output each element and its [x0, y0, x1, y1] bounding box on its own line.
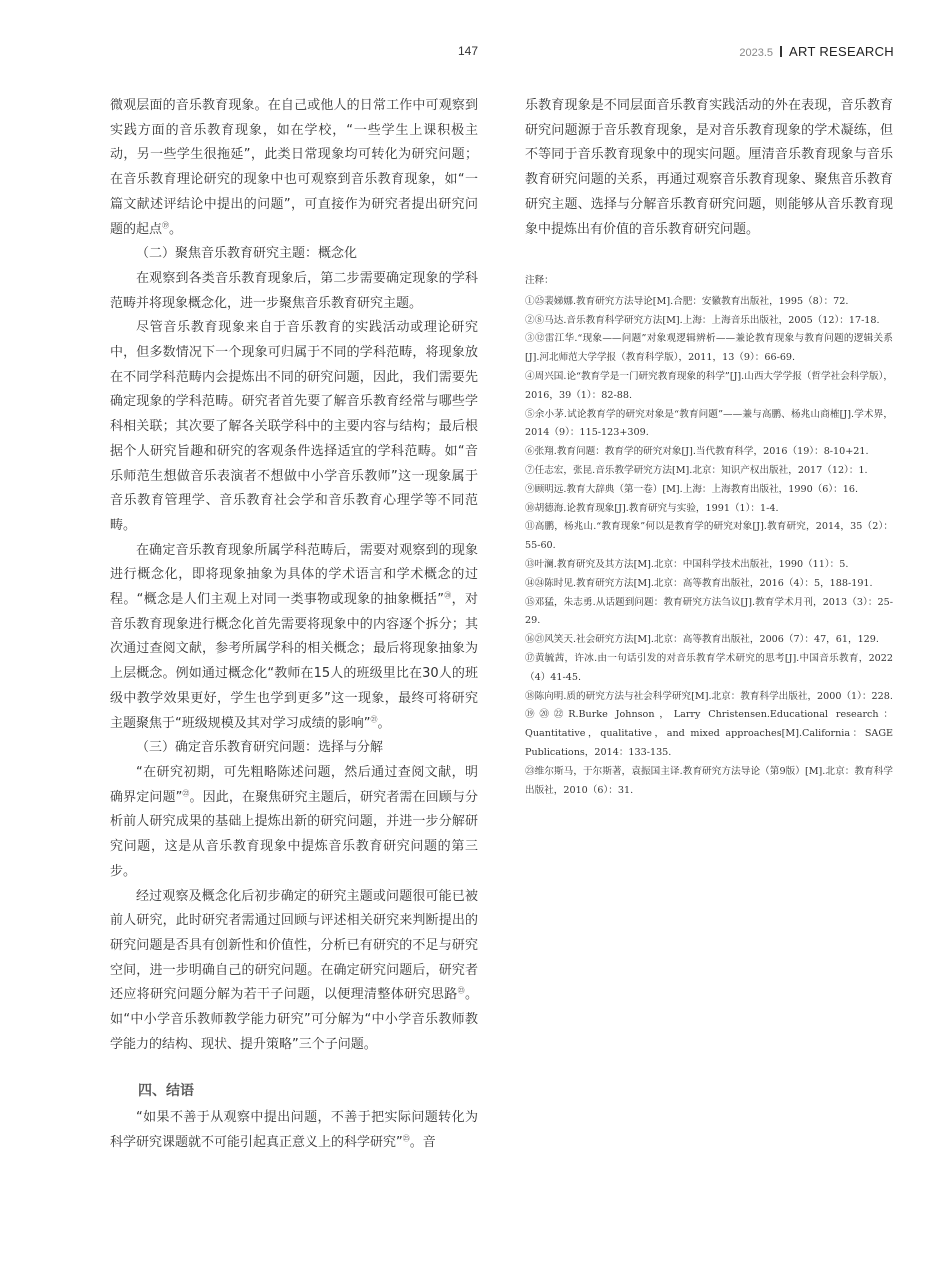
notes-section	[525, 272, 893, 800]
footnote-ref: ⑲	[162, 221, 170, 230]
footnote-ref: ㉕	[402, 1134, 410, 1143]
note-item: ⑦任志宏，张昆.音乐教学研究方法[M].北京：知识产权出版社，2017（12）：1.	[525, 464, 868, 476]
note-item: ④周兴国.论“教育学是一门研究教育现象的科学”[J].山西大学学报（哲学社会科学版），2016，39（1）：82-88.	[525, 370, 893, 401]
note-item: ②⑧马达.音乐教育科学研究方法[M].上海：上海音乐出版社，2005（12）：17-18.	[525, 314, 880, 326]
note-item: ①㉕裴娣娜.教育研究方法导论[M].合肥：安徽教育出版社，1995（8）：72.	[525, 295, 849, 307]
note-item: ⑨顾明远.教育大辞典（第一卷）[M].上海：上海教育出版社，1990（6）：16.	[525, 483, 859, 495]
subsection-heading: （三）确定音乐教育研究问题：选择与分解	[136, 740, 384, 756]
note-item: ③⑫雷江华.“现象——问题”对象观逻辑辨析——兼论教育现象与教育问题的逻辑关系[J].河北师范大学学报（教育科学版），2011，13（9）：66-69.	[525, 333, 893, 364]
page-number: 147	[458, 44, 479, 58]
footnote-ref: ⑳	[443, 591, 452, 600]
note-item: ⑬叶澜.教育研究及其方法[M].北京：中国科学技术出版社，1990（11）：5.	[525, 558, 849, 570]
note-item: ⑱陈向明.质的研究方法与社会科学研究[M].北京：教育科学出版社，2000（1）：228.	[525, 690, 893, 702]
notes-list	[525, 293, 893, 801]
note-item: ⑩胡德海.论教育现象[J].教育研究与实验，1991（1）：1-4.	[525, 502, 779, 514]
section-heading: 四、结语	[138, 1083, 194, 1100]
right-column	[525, 94, 893, 242]
note-item: ⑲⑳㉒R.Burke Johnson，Larry Christensen.Educational research：Quantitative，qualitative，and mixed approaches[M].California：SAGE Publications，2014：133-135.	[525, 709, 893, 758]
paragraph: 尽管音乐教育现象来自于音乐教育的实践活动或理论研究中，但多数情况下一个现象可归属于不同的学科范畴，将现象放在不同学科范畴内会提炼出不同的研究问题，因此，我们需要先确定现象的学科范畴。研究者首先要了解音乐教育经常与哪些学科相关联；其次要了解各关联学科中的主要内容与结构；最后根据个人研究旨趣和研究的客观条件选择适宜的学科范畴。如“音乐师范生想做音乐表演者不想做中小学音乐教师”这一现象属于音乐教育管理学、音乐教育社会学和音乐教育心理学等不同范畴。	[110, 320, 478, 533]
note-item: ⑭㉔陈时见.教育研究方法[M].北京：高等教育出版社，2016（4）：5，188-191.	[525, 577, 873, 589]
paragraph: 微观层面的音乐教育现象。在自己或他人的日常工作中可观察到实践方面的音乐教育现象，如在学校，“一些学生上课积极主动，另一些学生很拖延”，此类日常现象均可转化为研究问题；在音乐教育理论研究的现象中也可观察到音乐教育现象，如“一篇文献述评结论中提出的问题”，可直接作为研究者提出研究问题的起点⑲。	[110, 98, 478, 237]
note-item: ⑤余小茅.试论教育学的研究对象是“教育问题”——兼与高鹏、杨兆山商榷[J].学术界，2014（9）：115-123+309.	[525, 408, 893, 439]
paragraph: “如果不善于从观察中提出问题，不善于把实际问题转化为科学研究课题就不可能引起真正意义上的科学研究”$^㉕$。音	[110, 1110, 478, 1150]
left-column	[110, 94, 478, 1156]
note-item: ⑪高鹏，杨兆山.“教育现象”何以是教育学的研究对象[J].教育研究，2014，35（2）：55-60.	[525, 521, 893, 552]
paragraph: “在研究初期，可先粗略陈述问题，然后通过查阅文献，明确界定问题”$^㉒$。因此，在聚焦研究主题后，研究者需在回顾与分析前人研究成果的基础上提炼出新的研究问题，并进一步分解研究问题，这是从音乐教育现象中提炼音乐教育研究问题的第三步。	[110, 764, 478, 879]
paragraph: 在观察到各类音乐教育现象后，第二步需要确定现象的学科范畴并将现象概念化，进一步聚焦音乐教育研究主题。	[110, 270, 478, 311]
footnote-ref: ㉒	[182, 789, 190, 798]
paragraph: 乐教育现象是不同层面音乐教育实践活动的外在表现，音乐教育研究问题源于音乐教育现象，是对音乐教育现象的学术凝练，但不等同于音乐教育现象中的现实问题。厘清音乐教育现象与音乐教育研究问题的关系，再通过观察音乐教育现象、聚焦音乐教育研究主题、选择与分解音乐教育研究问题，则能够从音乐教育现象中提炼出有价值的音乐教育研究问题。	[525, 98, 893, 237]
paragraph: 经过观察及概念化后初步确定的研究主题或问题很可能已被前人研究，此时研究者需通过回顾与评述相关研究来判断提出的研究问题是否具有创新性和价值性，分析已有研究的不足与研究空间，进一步明确自己的研究问题。在确定研究问题后，研究者还应将研究问题分解为若干子问题，以便理清整体研究思路$^㉓$。如“中小学音乐教师教学能力研究”可分解为“中小学音乐教师教学能力的结构、现状、提升策略”三个子问题。	[110, 888, 478, 1052]
header-divider	[780, 46, 782, 57]
note-item: ㉓维尔斯马，于尔斯著，袁振国主译.教育研究方法导论（第9版）[M].北京：教育科学出版社，2010（6）：31.	[525, 765, 893, 796]
notes-heading: 注释：	[525, 275, 554, 286]
note-item: ⑥张翔.教育问题：教育学的研究对象[J].当代教育科学，2016（19）：8-10+21.	[525, 446, 869, 458]
subsection-heading: （二）聚焦音乐教育研究主题：概念化	[136, 246, 358, 262]
note-item: ⑯㉑风笑天.社会研究方法[M].北京：高等教育出版社，2006（7）：47，61，129.	[525, 634, 879, 646]
note-item: ⑰黄毓茜，许冰.由一句话引发的对音乐教育学术研究的思考[J].中国音乐教育，2022（4）41-45.	[525, 652, 893, 683]
note-item: ⑮邓猛，朱志勇.从话题到问题：教育研究方法刍议[J].教育学术月刊，2013（3）：25-29.	[525, 596, 893, 627]
journal-name: ART RESEARCH	[789, 44, 894, 59]
footnote-ref: ㉑	[370, 715, 378, 724]
paragraph: 在确定音乐教育现象所属学科范畴后，需要对观察到的现象进行概念化，即将现象抽象为具体的学术语言和学术概念的过程。“概念是人们主观上对同一类事物或现象的抽象概括”⑳，对音乐教育现象进行概念化首先需要将现象中的内容逐个拆分；其次通过查阅文献，参考所属学科的相关概念；最后将现象抽象为上层概念。例如通过概念化“教师在15人的班级里比在30人的班级中教学效果更好，学生也学到更多”这一现象，最终可将研究主题聚焦于“班级规模及其对学习成绩的影响”$^㉑$。	[110, 542, 478, 731]
footnote-ref: ㉓	[457, 986, 465, 995]
issue-number: 2023.5	[739, 47, 774, 59]
running-header	[739, 44, 894, 59]
